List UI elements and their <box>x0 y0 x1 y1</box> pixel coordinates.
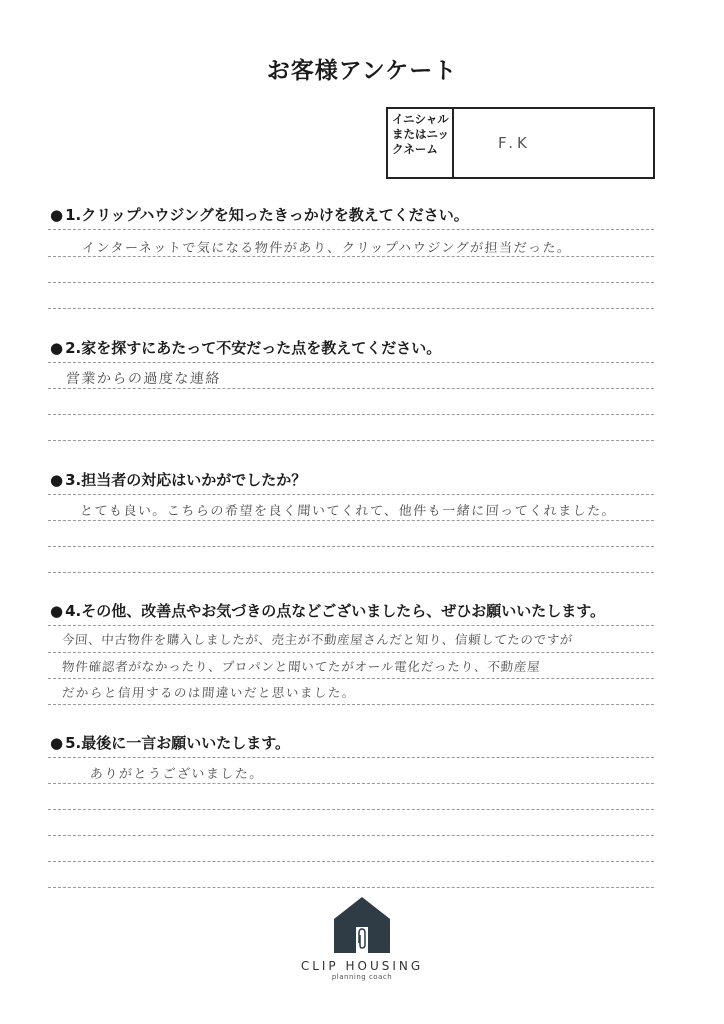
answer-line <box>48 652 654 653</box>
house-icon <box>332 895 392 953</box>
bullet-icon: ● <box>50 206 64 224</box>
answer-4-line-1[interactable]: 今回、中古物件を購入しましたが、売主が不動産屋さんだと知り、信頼してたのですが <box>61 632 574 647</box>
brand-subtitle: planning coach <box>331 973 393 981</box>
answer-line <box>48 282 654 283</box>
answer-line <box>48 704 654 705</box>
bullet-icon: ● <box>50 471 64 489</box>
answer-line <box>48 520 654 521</box>
answer-2-line-1[interactable]: 営業からの過度な連絡 <box>65 371 222 387</box>
answer-line <box>48 809 654 810</box>
question-5 <box>50 732 290 753</box>
bullet-icon: ● <box>50 602 64 620</box>
answer-line <box>48 414 654 415</box>
question-3 <box>50 469 306 490</box>
answer-line <box>48 572 654 573</box>
bullet-icon: ● <box>50 339 64 357</box>
question-4 <box>50 600 605 621</box>
page-title: お客様アンケート <box>266 58 458 84</box>
answer-line <box>48 678 654 679</box>
answer-line <box>48 440 654 441</box>
answer-line <box>48 835 654 836</box>
answer-line <box>48 783 654 784</box>
rule-divider <box>48 757 654 758</box>
brand-logo <box>0 895 724 981</box>
rule-divider <box>48 625 654 626</box>
answer-line <box>48 308 654 309</box>
answer-1-line-1[interactable]: インターネットで気になる物件があり、クリップハウジングが担当だった。 <box>81 241 573 256</box>
answer-4-line-2[interactable]: 物件確認者がなかったり、プロパンと聞いてたがオール電化だったり、不動産屋 <box>61 659 542 674</box>
answer-line <box>48 546 654 547</box>
answer-5-line-1[interactable]: ありがとうございました。 <box>89 767 265 782</box>
question-2 <box>50 337 441 358</box>
rule-divider <box>48 362 654 363</box>
answer-line <box>48 256 654 257</box>
rule-divider <box>48 494 654 495</box>
question-1-label: 1.クリップハウジングを知ったきっかけを教えてください。 <box>65 206 469 224</box>
answer-4-line-3[interactable]: だからと信用するのは間違いだと思いました。 <box>61 685 357 700</box>
question-5-label: 5.最後に一言お願いいたします。 <box>65 734 291 752</box>
brand-name: CLIP HOUSING <box>300 959 424 973</box>
initial-value[interactable]: F.K <box>498 134 531 152</box>
bullet-icon: ● <box>50 734 64 752</box>
answer-line <box>48 887 654 888</box>
initial-label: イニシャルまたはニックネーム <box>388 109 454 177</box>
answer-line <box>48 388 654 389</box>
rule-divider <box>48 229 654 230</box>
initial-box <box>386 107 655 179</box>
question-3-label: 3.担当者の対応はいかがでしたか？ <box>65 471 307 489</box>
answer-3-line-1[interactable]: とても良い。こちらの希望を良く聞いてくれて、他件も一緒に回ってくれました。 <box>79 504 617 519</box>
question-2-label: 2.家を探すにあたって不安だった点を教えてください。 <box>65 339 442 357</box>
question-4-label: 4.その他、改善点やお気づきの点などございましたら、ぜひお願いいたします。 <box>65 602 606 620</box>
answer-line <box>48 861 654 862</box>
question-1 <box>50 204 469 225</box>
